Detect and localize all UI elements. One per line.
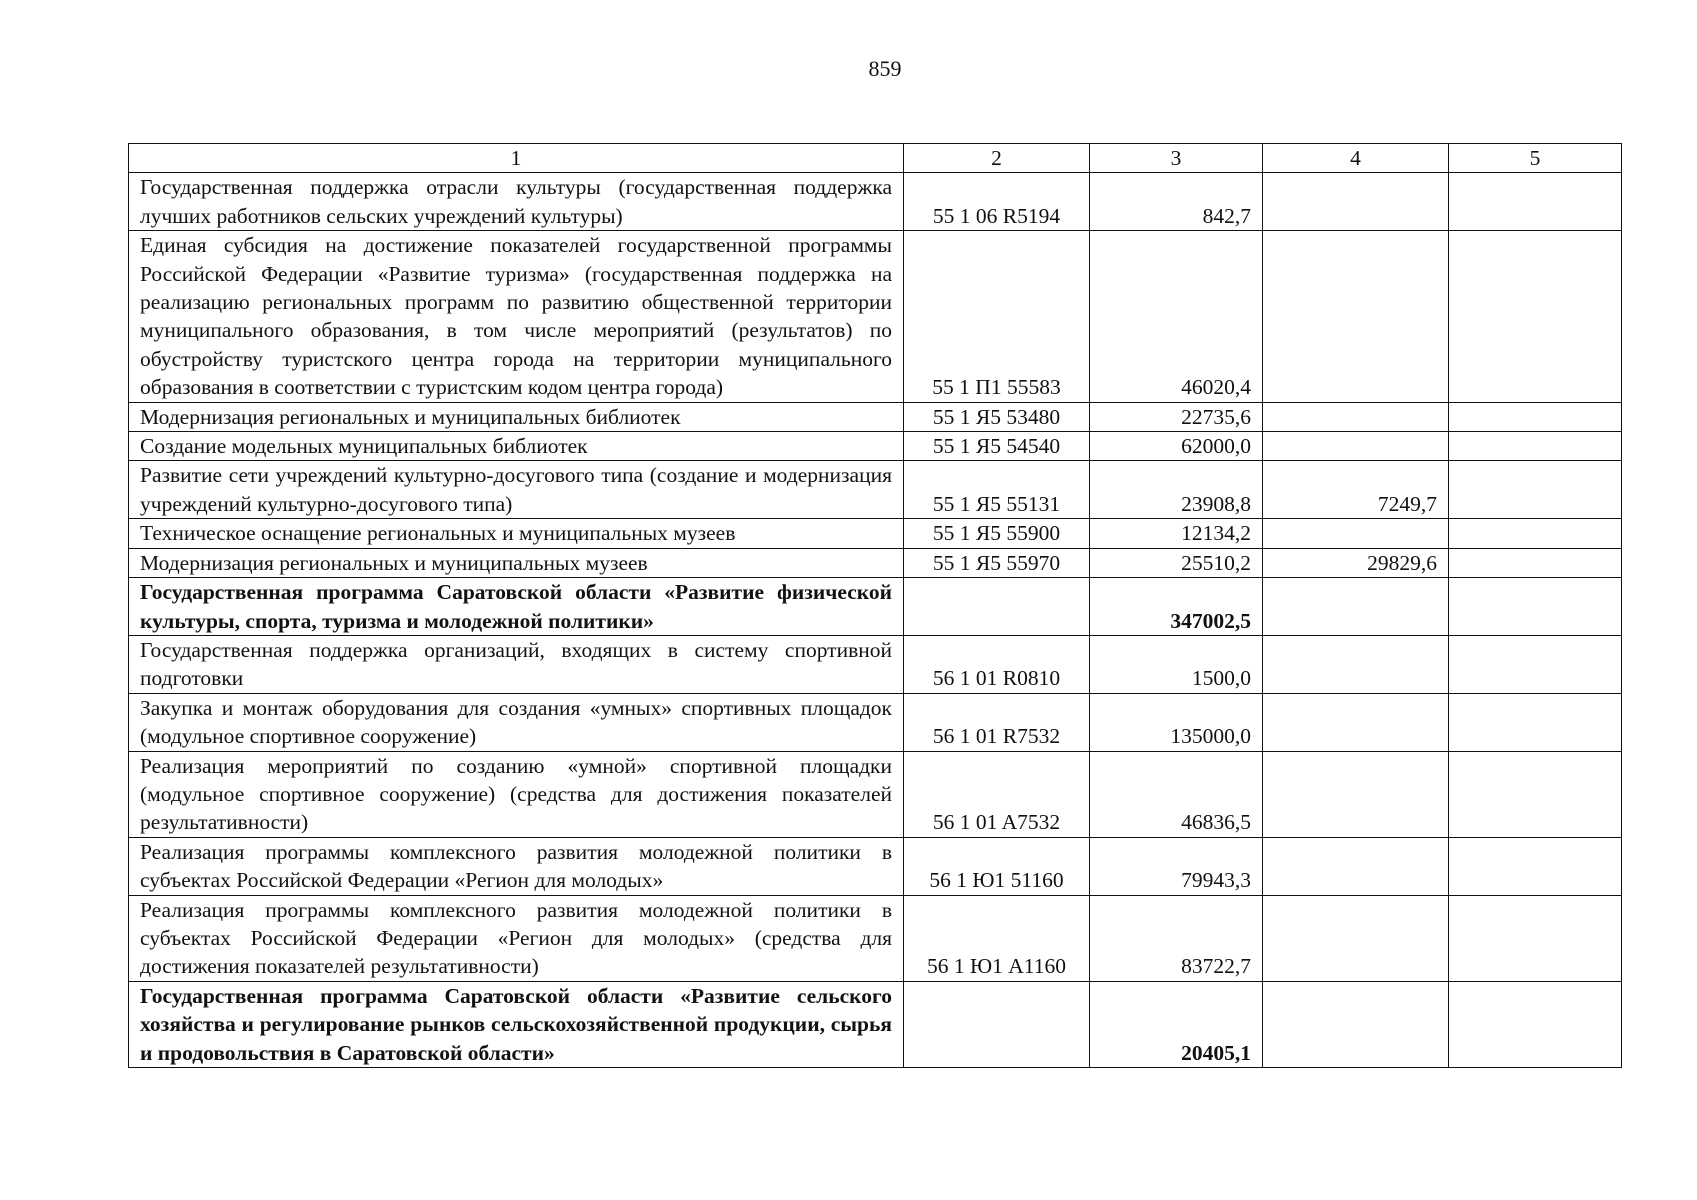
table-row: [129, 173, 1622, 231]
amount-col4-cell: [1263, 402, 1449, 431]
amount-col3-cell: 46020,4: [1090, 231, 1263, 402]
page-number: 859: [868, 56, 902, 81]
amount-col4-cell: [1263, 693, 1449, 751]
budget-code-cell: 55 1 Я5 55970: [904, 548, 1090, 577]
amount-col3-cell: 20405,1: [1090, 981, 1263, 1067]
amount-col5-cell: [1449, 402, 1622, 431]
amount-col3-cell: 842,7: [1090, 173, 1263, 231]
budget-code-cell: [904, 578, 1090, 636]
amount-col3-cell: 83722,7: [1090, 895, 1263, 981]
program-name-cell: Государственная поддержка отрасли культуры (государственная поддержка лучших работников сельских учреждений культуры): [129, 173, 904, 231]
budget-code-cell: 56 1 01 R7532: [904, 693, 1090, 751]
program-name-cell: Закупка и монтаж оборудования для создания «умных» спортивных площадок (модульное спортивное сооружение): [129, 693, 904, 751]
table-row: [129, 981, 1622, 1067]
amount-col5-cell: [1449, 432, 1622, 461]
budget-code-cell: 55 1 Я5 55131: [904, 461, 1090, 519]
budget-code-cell: [904, 981, 1090, 1067]
table-header-row: [129, 144, 1622, 173]
amount-col3-cell: 25510,2: [1090, 548, 1263, 577]
table-row: [129, 837, 1622, 895]
table-row: [129, 751, 1622, 837]
amount-col5-cell: [1449, 578, 1622, 636]
program-name-cell: Модернизация региональных и муниципальных библиотек: [129, 402, 904, 431]
table-body: [129, 173, 1622, 1068]
amount-col3-cell: 347002,5: [1090, 578, 1263, 636]
budget-code-cell: 55 1 Я5 54540: [904, 432, 1090, 461]
program-name-cell: Модернизация региональных и муниципальных музеев: [129, 548, 904, 577]
program-name-cell: Государственная программа Саратовской области «Развитие физической культуры, спорта, туризма и молодежной политики»: [129, 578, 904, 636]
amount-col5-cell: [1449, 231, 1622, 402]
table-row: [129, 578, 1622, 636]
table-row: [129, 895, 1622, 981]
table-row: [129, 693, 1622, 751]
amount-col4-cell: [1263, 578, 1449, 636]
program-name-cell: Развитие сети учреждений культурно-досугового типа (создание и модернизация учреждений культурно-досугового типа): [129, 461, 904, 519]
table-row: [129, 548, 1622, 577]
amount-col4-cell: [1263, 635, 1449, 693]
program-name-cell: Единая субсидия на достижение показателей государственной программы Российской Федерации «Развитие туризма» (государственная поддержка на реализацию региональных программ по развитию общественной территории муниципального образования, в том числе мероприятий (результатов) по обустройству туристского центра города на территории муниципального образования в соответствии с туристским кодом центра города): [129, 231, 904, 402]
amount-col3-cell: 46836,5: [1090, 751, 1263, 837]
amount-col5-cell: [1449, 635, 1622, 693]
amount-col3-cell: 79943,3: [1090, 837, 1263, 895]
amount-col3-cell: 12134,2: [1090, 519, 1263, 548]
amount-col4-cell: [1263, 837, 1449, 895]
amount-col3-cell: 135000,0: [1090, 693, 1263, 751]
program-name-cell: Реализация мероприятий по созданию «умной» спортивной площадки (модульное спортивное сооружение) (средства для достижения показателей результативности): [129, 751, 904, 837]
program-name-cell: Реализация программы комплексного развития молодежной политики в субъектах Российской Федерации «Регион для молодых»: [129, 837, 904, 895]
amount-col4-cell: [1263, 231, 1449, 402]
budget-code-cell: 55 1 Я5 55900: [904, 519, 1090, 548]
amount-col5-cell: [1449, 693, 1622, 751]
column-header-2: 2: [904, 144, 1090, 173]
amount-col4-cell: [1263, 751, 1449, 837]
budget-table: [128, 143, 1622, 1068]
amount-col5-cell: [1449, 751, 1622, 837]
budget-code-cell: 56 1 Ю1 51160: [904, 837, 1090, 895]
program-name-cell: Государственная поддержка организаций, входящих в систему спортивной подготовки: [129, 635, 904, 693]
amount-col4-cell: 29829,6: [1263, 548, 1449, 577]
column-header-1: 1: [129, 144, 904, 173]
amount-col5-cell: [1449, 837, 1622, 895]
amount-col5-cell: [1449, 461, 1622, 519]
program-name-cell: Реализация программы комплексного развития молодежной политики в субъектах Российской Федерации «Регион для молодых» (средства для достижения показателей результативности): [129, 895, 904, 981]
amount-col4-cell: [1263, 173, 1449, 231]
column-header-4: 4: [1263, 144, 1449, 173]
table-row: [129, 461, 1622, 519]
amount-col3-cell: 23908,8: [1090, 461, 1263, 519]
column-header-3: 3: [1090, 144, 1263, 173]
amount-col3-cell: 62000,0: [1090, 432, 1263, 461]
program-name-cell: Создание модельных муниципальных библиотек: [129, 432, 904, 461]
program-name-cell: Техническое оснащение региональных и муниципальных музеев: [129, 519, 904, 548]
amount-col4-cell: 7249,7: [1263, 461, 1449, 519]
budget-code-cell: 55 1 06 R5194: [904, 173, 1090, 231]
amount-col5-cell: [1449, 895, 1622, 981]
amount-col5-cell: [1449, 519, 1622, 548]
amount-col4-cell: [1263, 981, 1449, 1067]
budget-code-cell: 55 1 П1 55583: [904, 231, 1090, 402]
budget-code-cell: 55 1 Я5 53480: [904, 402, 1090, 431]
table-row: [129, 635, 1622, 693]
amount-col4-cell: [1263, 895, 1449, 981]
program-name-cell: Государственная программа Саратовской области «Развитие сельского хозяйства и регулирование рынков сельскохозяйственной продукции, сырья и продовольствия в Саратовской области»: [129, 981, 904, 1067]
budget-code-cell: 56 1 01 A7532: [904, 751, 1090, 837]
amount-col4-cell: [1263, 519, 1449, 548]
amount-col5-cell: [1449, 548, 1622, 577]
amount-col3-cell: 22735,6: [1090, 402, 1263, 431]
amount-col4-cell: [1263, 432, 1449, 461]
budget-code-cell: 56 1 Ю1 A1160: [904, 895, 1090, 981]
amount-col5-cell: [1449, 981, 1622, 1067]
table-row: [129, 402, 1622, 431]
amount-col3-cell: 1500,0: [1090, 635, 1263, 693]
table-row: [129, 432, 1622, 461]
column-header-5: 5: [1449, 144, 1622, 173]
amount-col5-cell: [1449, 173, 1622, 231]
table-row: [129, 519, 1622, 548]
table-row: [129, 231, 1622, 402]
budget-code-cell: 56 1 01 R0810: [904, 635, 1090, 693]
